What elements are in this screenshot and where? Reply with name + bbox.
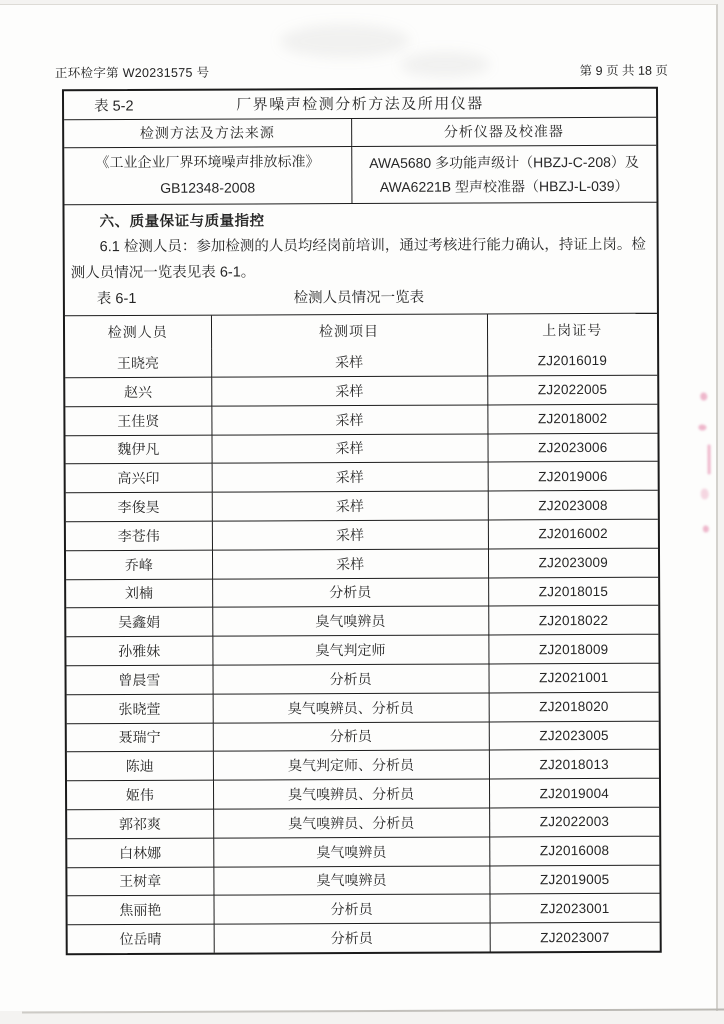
certificate-number: ZJ2023009 xyxy=(488,548,658,578)
personnel-row xyxy=(65,346,657,377)
section-6-heading: 六、质量保证与质量指控 xyxy=(99,212,265,230)
certificate-number: ZJ2018013 xyxy=(489,750,659,780)
certificate-number: ZJ2023008 xyxy=(488,490,658,520)
test-item: 臭气嗅辨员 xyxy=(213,865,489,895)
red-stamp-mark xyxy=(701,488,709,499)
test-item: 臭气判定师、分析员 xyxy=(213,750,489,780)
personnel-row xyxy=(65,404,657,435)
test-item: 采样 xyxy=(211,376,487,406)
test-item: 分析员 xyxy=(212,578,488,608)
personnel-row xyxy=(66,606,658,637)
test-item-column-header: 检测项目 xyxy=(211,314,487,348)
person-name: 位岳晴 xyxy=(68,924,214,953)
table-5-2-data-row xyxy=(64,145,656,205)
certificate-number: ZJ2018020 xyxy=(489,692,659,722)
certificate-number: ZJ2018002 xyxy=(487,404,657,434)
red-stamp-mark xyxy=(698,424,706,430)
person-name: 王晓亮 xyxy=(65,348,211,377)
person-name: 聂瑞宁 xyxy=(67,723,213,752)
certificate-number: ZJ2023001 xyxy=(489,894,659,924)
certificate-number: ZJ2023006 xyxy=(487,433,657,463)
red-stamp-mark xyxy=(708,444,711,474)
certificate-number: ZJ2019006 xyxy=(488,462,658,492)
personnel-row xyxy=(65,375,657,406)
person-name: 孙雅妹 xyxy=(66,636,212,665)
person-name: 姬伟 xyxy=(67,780,213,809)
certificate-number: ZJ2022003 xyxy=(489,807,659,837)
certificate-number: ZJ2023007 xyxy=(490,922,660,952)
personnel-row xyxy=(67,807,659,838)
test-item: 分析员 xyxy=(214,923,490,953)
table-6-1 xyxy=(65,313,660,953)
red-stamp-mark xyxy=(700,392,707,400)
test-item: 分析员 xyxy=(213,894,489,924)
personnel-row xyxy=(67,894,659,925)
test-item: 分析员 xyxy=(213,721,489,751)
personnel-row xyxy=(67,865,659,896)
document-number: 正环检字第 W20231575 号 xyxy=(54,65,210,81)
person-name: 李俊昊 xyxy=(66,492,212,521)
personnel-row xyxy=(67,778,659,809)
table-5-2-header-row xyxy=(64,117,656,148)
method-source-header: 检测方法及方法来源 xyxy=(64,118,351,147)
test-item: 采样 xyxy=(211,347,487,377)
personnel-row xyxy=(67,750,659,781)
instrument-line-1: AWA5680 多功能声级计（HBZJ-C-208）及 xyxy=(369,153,639,171)
method-standard-code: GB12348-2008 xyxy=(160,178,256,196)
method-cell xyxy=(64,146,351,204)
certificate-number: ZJ2016019 xyxy=(487,346,657,376)
person-name: 刘楠 xyxy=(66,579,212,608)
person-name: 乔峰 xyxy=(66,550,212,579)
person-name: 曾晨雪 xyxy=(66,665,212,694)
test-item: 臭气嗅辨员 xyxy=(212,606,488,636)
table-6-1-caption-label: 表 6-1 xyxy=(96,290,137,308)
certificate-number: ZJ2018009 xyxy=(488,634,658,664)
personnel-row xyxy=(68,922,660,953)
test-item: 采样 xyxy=(212,520,488,550)
personnel-row xyxy=(67,721,659,752)
instrument-line-2: AWA6221B 型声校准器（HBZJ-L-039） xyxy=(379,177,629,195)
person-name: 吴鑫娟 xyxy=(66,608,212,637)
certificate-number: ZJ2016008 xyxy=(489,836,659,866)
section-6 xyxy=(64,202,656,316)
personnel-row xyxy=(66,490,658,521)
certificate-number: ZJ2019004 xyxy=(489,778,659,808)
test-item: 采样 xyxy=(212,462,488,492)
personnel-column-header: 检测人员 xyxy=(65,315,211,349)
scan-artifact xyxy=(280,24,410,59)
personnel-row xyxy=(67,692,659,723)
section-6-paragraph-line-2: 测人员情况一览表见表 6-1。 xyxy=(70,264,256,282)
personnel-row xyxy=(66,462,658,493)
personnel-row xyxy=(66,577,658,608)
test-item: 分析员 xyxy=(212,664,488,694)
red-stamp-mark xyxy=(703,525,709,532)
person-name: 焦丽艳 xyxy=(67,895,213,924)
method-standard-name: 《工业企业厂界环境噪声排放标准》 xyxy=(95,154,320,171)
table-6-1-caption-row xyxy=(71,285,647,313)
table-6-1-header-row xyxy=(65,313,657,349)
personnel-row xyxy=(66,663,658,694)
table-6-1-title: 检测人员情况一览表 xyxy=(293,289,425,307)
person-name: 王树章 xyxy=(67,867,213,896)
certificate-column-header: 上岗证号 xyxy=(487,313,657,347)
test-item: 采样 xyxy=(211,405,487,435)
certificate-number: ZJ2018022 xyxy=(488,606,658,636)
test-item: 臭气判定师 xyxy=(212,635,488,665)
person-name: 张晓萱 xyxy=(67,694,213,723)
person-name: 陈迪 xyxy=(67,751,213,780)
certificate-number: ZJ2022005 xyxy=(487,375,657,405)
person-name: 王佳贤 xyxy=(65,406,211,435)
table-5-2-caption-cell xyxy=(64,89,656,120)
certificate-number: ZJ2016002 xyxy=(488,519,658,549)
test-item: 臭气嗅辨员、分析员 xyxy=(213,693,489,723)
personnel-row xyxy=(65,433,657,464)
table-5-2 xyxy=(64,89,656,205)
personnel-row xyxy=(67,836,659,867)
person-name: 白林娜 xyxy=(67,838,213,867)
section-6-paragraph-line-1: 6.1 检测人员：参加检测的人员均经岗前培训，通过考核进行能力确认，持证上岗。检 xyxy=(99,237,646,256)
personnel-row xyxy=(66,634,658,665)
personnel-row xyxy=(66,548,658,579)
personnel-table-body xyxy=(65,346,660,953)
test-item: 臭气嗅辨员、分析员 xyxy=(213,808,489,838)
certificate-number: ZJ2021001 xyxy=(488,663,658,693)
test-item: 臭气嗅辨员 xyxy=(213,837,489,867)
person-name: 高兴印 xyxy=(66,464,212,493)
person-name: 郭祁爽 xyxy=(67,809,213,838)
test-item: 采样 xyxy=(211,434,487,464)
document-table-block xyxy=(62,87,662,956)
page-indicator: 第 9 页 共 18 页 xyxy=(579,63,668,79)
personnel-row xyxy=(66,519,658,550)
test-item: 采样 xyxy=(212,549,488,579)
table-5-2-title: 厂界噪声检测分析方法及所用仪器 xyxy=(236,96,484,114)
table-5-2-caption-row xyxy=(64,89,656,120)
instrument-cell xyxy=(351,145,656,203)
certificate-number: ZJ2019005 xyxy=(489,865,659,895)
running-head xyxy=(55,61,668,82)
test-item: 臭气嗅辨员、分析员 xyxy=(213,779,489,809)
table-5-2-caption-label: 表 5-2 xyxy=(94,98,134,115)
certificate-number: ZJ2023005 xyxy=(489,721,659,751)
certificate-number: ZJ2018015 xyxy=(488,577,658,607)
instrument-header: 分析仪器及校准器 xyxy=(351,117,656,146)
test-item: 采样 xyxy=(212,491,488,521)
person-name: 李苍伟 xyxy=(66,521,212,550)
person-name: 赵兴 xyxy=(65,377,211,406)
person-name: 魏伊凡 xyxy=(65,435,211,464)
